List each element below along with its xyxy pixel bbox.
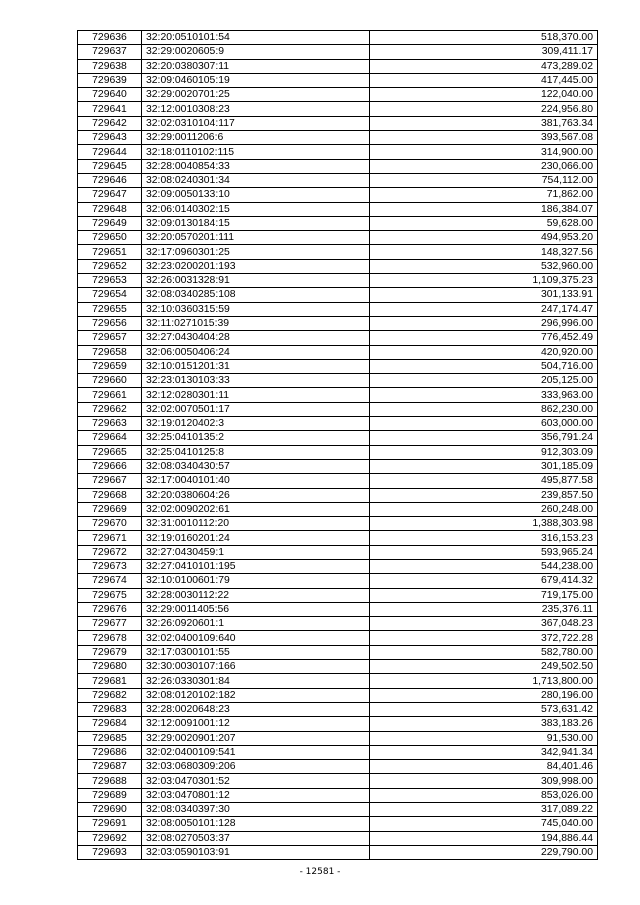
row-id-cell: 729667 xyxy=(78,474,142,488)
row-id-cell: 729647 xyxy=(78,188,142,202)
cadastral-number-cell: 32:25:0410125:8 xyxy=(142,445,370,459)
table-row xyxy=(78,59,598,73)
table-row xyxy=(78,574,598,588)
table-row xyxy=(78,316,598,330)
cadastral-number-cell: 32:25:0410135:2 xyxy=(142,431,370,445)
table-body xyxy=(78,31,598,860)
row-id-cell: 729678 xyxy=(78,631,142,645)
table-row xyxy=(78,674,598,688)
cadastral-number-cell: 32:28:0020648:23 xyxy=(142,702,370,716)
table-row xyxy=(78,517,598,531)
amount-cell: 679,414.32 xyxy=(370,574,598,588)
cadastral-number-cell: 32:20:0380307:11 xyxy=(142,59,370,73)
row-id-cell: 729653 xyxy=(78,274,142,288)
cadastral-number-cell: 32:08:0340285:108 xyxy=(142,288,370,302)
cadastral-number-cell: 32:26:0330301:84 xyxy=(142,674,370,688)
table-row xyxy=(78,702,598,716)
table-row xyxy=(78,688,598,702)
cadastral-number-cell: 32:20:0570201:111 xyxy=(142,231,370,245)
amount-cell: 356,791.24 xyxy=(370,431,598,445)
row-id-cell: 729679 xyxy=(78,645,142,659)
amount-cell: 582,780.00 xyxy=(370,645,598,659)
row-id-cell: 729674 xyxy=(78,574,142,588)
table-row xyxy=(78,88,598,102)
cadastral-number-cell: 32:26:0031328:91 xyxy=(142,274,370,288)
row-id-cell: 729685 xyxy=(78,731,142,745)
parcel-value-table xyxy=(77,30,598,860)
row-id-cell: 729651 xyxy=(78,245,142,259)
cadastral-number-cell: 32:29:0020701:25 xyxy=(142,88,370,102)
row-id-cell: 729676 xyxy=(78,602,142,616)
table-row xyxy=(78,159,598,173)
row-id-cell: 729655 xyxy=(78,302,142,316)
row-id-cell: 729693 xyxy=(78,845,142,859)
row-id-cell: 729689 xyxy=(78,788,142,802)
table-row xyxy=(78,803,598,817)
cadastral-number-cell: 32:02:0400109:541 xyxy=(142,745,370,759)
cadastral-number-cell: 32:09:0460105:19 xyxy=(142,73,370,87)
table-row xyxy=(78,474,598,488)
table-row xyxy=(78,631,598,645)
row-id-cell: 729675 xyxy=(78,588,142,602)
cadastral-number-cell: 32:17:0300101:55 xyxy=(142,645,370,659)
cadastral-number-cell: 32:03:0470801:12 xyxy=(142,788,370,802)
amount-cell: 573,631.42 xyxy=(370,702,598,716)
amount-cell: 91,530.00 xyxy=(370,731,598,745)
amount-cell: 381,763.34 xyxy=(370,116,598,130)
table-row xyxy=(78,531,598,545)
row-id-cell: 729672 xyxy=(78,545,142,559)
amount-cell: 532,960.00 xyxy=(370,259,598,273)
cadastral-number-cell: 32:12:0091001:12 xyxy=(142,717,370,731)
cadastral-number-cell: 32:28:0040854:33 xyxy=(142,159,370,173)
row-id-cell: 729654 xyxy=(78,288,142,302)
row-id-cell: 729646 xyxy=(78,173,142,187)
amount-cell: 393,567.08 xyxy=(370,131,598,145)
table-row xyxy=(78,831,598,845)
table-row xyxy=(78,231,598,245)
row-id-cell: 729649 xyxy=(78,216,142,230)
cadastral-number-cell: 32:03:0590103:91 xyxy=(142,845,370,859)
row-id-cell: 729687 xyxy=(78,760,142,774)
table-row xyxy=(78,731,598,745)
row-id-cell: 729681 xyxy=(78,674,142,688)
row-id-cell: 729658 xyxy=(78,345,142,359)
table-row xyxy=(78,188,598,202)
table-row xyxy=(78,545,598,559)
table-row xyxy=(78,502,598,516)
amount-cell: 247,174.47 xyxy=(370,302,598,316)
table-row xyxy=(78,131,598,145)
amount-cell: 912,303.09 xyxy=(370,445,598,459)
amount-cell: 342,941.34 xyxy=(370,745,598,759)
cadastral-number-cell: 32:29:0011206:6 xyxy=(142,131,370,145)
cadastral-number-cell: 32:17:0960301:25 xyxy=(142,245,370,259)
row-id-cell: 729682 xyxy=(78,688,142,702)
table-row xyxy=(78,845,598,859)
row-id-cell: 729680 xyxy=(78,660,142,674)
row-id-cell: 729683 xyxy=(78,702,142,716)
cadastral-number-cell: 32:20:0510101:54 xyxy=(142,31,370,45)
row-id-cell: 729690 xyxy=(78,803,142,817)
row-id-cell: 729661 xyxy=(78,388,142,402)
table-row xyxy=(78,745,598,759)
amount-cell: 239,857.50 xyxy=(370,488,598,502)
amount-cell: 229,790.00 xyxy=(370,845,598,859)
cadastral-number-cell: 32:03:0680309:206 xyxy=(142,760,370,774)
amount-cell: 148,327.56 xyxy=(370,245,598,259)
table-row xyxy=(78,774,598,788)
table-row xyxy=(78,417,598,431)
row-id-cell: 729677 xyxy=(78,617,142,631)
cadastral-number-cell: 32:08:0240301:34 xyxy=(142,173,370,187)
cadastral-number-cell: 32:30:0030107:166 xyxy=(142,660,370,674)
row-id-cell: 729666 xyxy=(78,459,142,473)
table-row xyxy=(78,345,598,359)
table-row xyxy=(78,588,598,602)
amount-cell: 122,040.00 xyxy=(370,88,598,102)
row-id-cell: 729659 xyxy=(78,359,142,373)
cadastral-number-cell: 32:29:0020605:9 xyxy=(142,45,370,59)
cadastral-number-cell: 32:08:0120102:182 xyxy=(142,688,370,702)
cadastral-number-cell: 32:29:0020901:207 xyxy=(142,731,370,745)
table-row xyxy=(78,660,598,674)
row-id-cell: 729642 xyxy=(78,116,142,130)
table-row xyxy=(78,302,598,316)
row-id-cell: 729670 xyxy=(78,517,142,531)
amount-cell: 316,153.23 xyxy=(370,531,598,545)
cadastral-number-cell: 32:09:0050133:10 xyxy=(142,188,370,202)
cadastral-number-cell: 32:02:0400109:640 xyxy=(142,631,370,645)
row-id-cell: 729660 xyxy=(78,374,142,388)
table-row xyxy=(78,331,598,345)
cadastral-number-cell: 32:19:0160201:24 xyxy=(142,531,370,545)
amount-cell: 383,183.26 xyxy=(370,717,598,731)
amount-cell: 1,388,303.98 xyxy=(370,517,598,531)
table-row xyxy=(78,31,598,45)
amount-cell: 309,411.17 xyxy=(370,45,598,59)
row-id-cell: 729691 xyxy=(78,817,142,831)
cadastral-number-cell: 32:28:0030112:22 xyxy=(142,588,370,602)
amount-cell: 1,109,375.23 xyxy=(370,274,598,288)
amount-cell: 593,965.24 xyxy=(370,545,598,559)
row-id-cell: 729657 xyxy=(78,331,142,345)
amount-cell: 494,953.20 xyxy=(370,231,598,245)
table-row xyxy=(78,760,598,774)
cadastral-number-cell: 32:03:0470301:52 xyxy=(142,774,370,788)
table-row xyxy=(78,559,598,573)
row-id-cell: 729644 xyxy=(78,145,142,159)
cadastral-number-cell: 32:02:0090202:61 xyxy=(142,502,370,516)
row-id-cell: 729639 xyxy=(78,73,142,87)
amount-cell: 420,920.00 xyxy=(370,345,598,359)
row-id-cell: 729663 xyxy=(78,417,142,431)
amount-cell: 235,376.11 xyxy=(370,602,598,616)
table-row xyxy=(78,717,598,731)
cadastral-number-cell: 32:02:0070501:17 xyxy=(142,402,370,416)
table-row xyxy=(78,359,598,373)
table-row xyxy=(78,602,598,616)
amount-cell: 71,862.00 xyxy=(370,188,598,202)
row-id-cell: 729669 xyxy=(78,502,142,516)
amount-cell: 367,048.23 xyxy=(370,617,598,631)
cadastral-number-cell: 32:10:0151201:31 xyxy=(142,359,370,373)
cadastral-number-cell: 32:12:0010308:23 xyxy=(142,102,370,116)
table-row xyxy=(78,116,598,130)
amount-cell: 84,401.46 xyxy=(370,760,598,774)
row-id-cell: 729673 xyxy=(78,559,142,573)
row-id-cell: 729650 xyxy=(78,231,142,245)
table-row xyxy=(78,788,598,802)
amount-cell: 495,877.58 xyxy=(370,474,598,488)
row-id-cell: 729668 xyxy=(78,488,142,502)
row-id-cell: 729665 xyxy=(78,445,142,459)
row-id-cell: 729664 xyxy=(78,431,142,445)
row-id-cell: 729671 xyxy=(78,531,142,545)
amount-cell: 280,196.00 xyxy=(370,688,598,702)
amount-cell: 333,963.00 xyxy=(370,388,598,402)
table-row xyxy=(78,617,598,631)
amount-cell: 603,000.00 xyxy=(370,417,598,431)
cadastral-number-cell: 32:06:0140302:15 xyxy=(142,202,370,216)
cadastral-number-cell: 32:29:0011405:56 xyxy=(142,602,370,616)
cadastral-number-cell: 32:20:0380604:26 xyxy=(142,488,370,502)
row-id-cell: 729662 xyxy=(78,402,142,416)
amount-cell: 776,452.49 xyxy=(370,331,598,345)
row-id-cell: 729640 xyxy=(78,88,142,102)
table-row xyxy=(78,431,598,445)
amount-cell: 862,230.00 xyxy=(370,402,598,416)
table-row xyxy=(78,645,598,659)
table-row xyxy=(78,288,598,302)
amount-cell: 719,175.00 xyxy=(370,588,598,602)
cadastral-number-cell: 32:27:0410101:195 xyxy=(142,559,370,573)
row-id-cell: 729692 xyxy=(78,831,142,845)
cadastral-number-cell: 32:17:0040101:40 xyxy=(142,474,370,488)
amount-cell: 59,628.00 xyxy=(370,216,598,230)
table-row xyxy=(78,488,598,502)
table-row xyxy=(78,374,598,388)
amount-cell: 853,026.00 xyxy=(370,788,598,802)
amount-cell: 309,998.00 xyxy=(370,774,598,788)
amount-cell: 260,248.00 xyxy=(370,502,598,516)
amount-cell: 1,713,800.00 xyxy=(370,674,598,688)
cadastral-number-cell: 32:31:0010112:20 xyxy=(142,517,370,531)
amount-cell: 186,384.07 xyxy=(370,202,598,216)
table-row xyxy=(78,45,598,59)
amount-cell: 205,125.00 xyxy=(370,374,598,388)
amount-cell: 754,112.00 xyxy=(370,173,598,187)
amount-cell: 301,133.91 xyxy=(370,288,598,302)
row-id-cell: 729684 xyxy=(78,717,142,731)
amount-cell: 301,185.09 xyxy=(370,459,598,473)
cadastral-number-cell: 32:08:0340397:30 xyxy=(142,803,370,817)
amount-cell: 473,289.02 xyxy=(370,59,598,73)
table-row xyxy=(78,388,598,402)
cadastral-number-cell: 32:27:0430459:1 xyxy=(142,545,370,559)
cadastral-number-cell: 32:06:0050406:24 xyxy=(142,345,370,359)
cadastral-number-cell: 32:08:0050101:128 xyxy=(142,817,370,831)
row-id-cell: 729645 xyxy=(78,159,142,173)
cadastral-number-cell: 32:08:0270503:37 xyxy=(142,831,370,845)
table-row xyxy=(78,145,598,159)
table-row xyxy=(78,73,598,87)
cadastral-number-cell: 32:10:0360315:59 xyxy=(142,302,370,316)
cadastral-number-cell: 32:19:0120402:3 xyxy=(142,417,370,431)
cadastral-number-cell: 32:23:0130103:33 xyxy=(142,374,370,388)
cadastral-number-cell: 32:10:0100601:79 xyxy=(142,574,370,588)
table-row xyxy=(78,216,598,230)
table-row xyxy=(78,445,598,459)
cadastral-number-cell: 32:18:0110102:115 xyxy=(142,145,370,159)
table-row xyxy=(78,202,598,216)
amount-cell: 314,900.00 xyxy=(370,145,598,159)
table-row xyxy=(78,245,598,259)
amount-cell: 417,445.00 xyxy=(370,73,598,87)
row-id-cell: 729638 xyxy=(78,59,142,73)
table-row xyxy=(78,459,598,473)
table-row xyxy=(78,817,598,831)
row-id-cell: 729686 xyxy=(78,745,142,759)
amount-cell: 372,722.28 xyxy=(370,631,598,645)
row-id-cell: 729652 xyxy=(78,259,142,273)
amount-cell: 544,238.00 xyxy=(370,559,598,573)
row-id-cell: 729656 xyxy=(78,316,142,330)
table-row xyxy=(78,173,598,187)
amount-cell: 230,066.00 xyxy=(370,159,598,173)
amount-cell: 249,502.50 xyxy=(370,660,598,674)
cadastral-number-cell: 32:12:0280301:11 xyxy=(142,388,370,402)
cadastral-number-cell: 32:26:0920601:1 xyxy=(142,617,370,631)
cadastral-number-cell: 32:08:0340430:57 xyxy=(142,459,370,473)
row-id-cell: 729688 xyxy=(78,774,142,788)
amount-cell: 224,956.80 xyxy=(370,102,598,116)
amount-cell: 317,089.22 xyxy=(370,803,598,817)
cadastral-number-cell: 32:23:0200201:193 xyxy=(142,259,370,273)
row-id-cell: 729643 xyxy=(78,131,142,145)
table-row xyxy=(78,259,598,273)
row-id-cell: 729636 xyxy=(78,31,142,45)
amount-cell: 518,370.00 xyxy=(370,31,598,45)
amount-cell: 296,996.00 xyxy=(370,316,598,330)
amount-cell: 194,886.44 xyxy=(370,831,598,845)
row-id-cell: 729641 xyxy=(78,102,142,116)
row-id-cell: 729648 xyxy=(78,202,142,216)
table-row xyxy=(78,274,598,288)
row-id-cell: 729637 xyxy=(78,45,142,59)
amount-cell: 745,040.00 xyxy=(370,817,598,831)
cadastral-number-cell: 32:09:0130184:15 xyxy=(142,216,370,230)
cadastral-number-cell: 32:02:0310104:117 xyxy=(142,116,370,130)
cadastral-number-cell: 32:27:0430404:28 xyxy=(142,331,370,345)
table-row xyxy=(78,102,598,116)
cadastral-number-cell: 32:11:0271015:39 xyxy=(142,316,370,330)
amount-cell: 504,716.00 xyxy=(370,359,598,373)
page-number: - 12581 - xyxy=(299,867,341,877)
table-row xyxy=(78,402,598,416)
